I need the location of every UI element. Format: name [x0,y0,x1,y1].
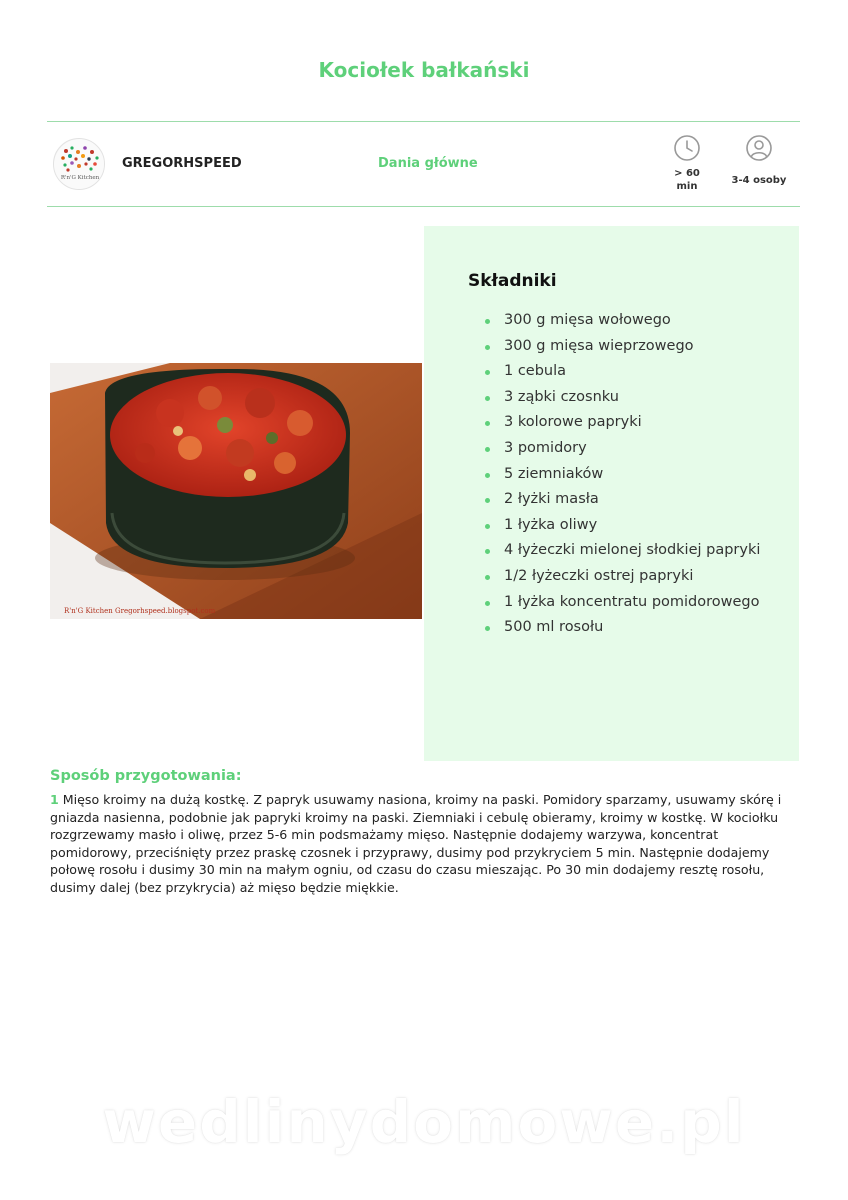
header-divider-top [47,121,800,122]
ingredient-item: 5 ziemniaków [504,462,784,488]
step-number: 1 [50,792,59,807]
ingredient-item: 500 ml rosołu [504,615,784,641]
clock-icon [673,134,701,162]
ingredient-item: 3 kolorowe papryki [504,410,784,436]
ingredient-item: 1 cebula [504,359,784,385]
ingredient-item: 4 łyżeczki mielonej słodkiej papryki [504,538,784,564]
preparation-step [50,791,790,897]
prep-time: > 60 min [674,168,700,192]
ingredient-item: 2 łyżki masła [504,487,784,513]
ingredients-panel [424,226,799,761]
ingredient-item: 300 g mięsa wieprzowego [504,334,784,360]
watermark: wedlinydomowe.pl [102,1088,746,1156]
author-name[interactable]: GREGORHSPEED [122,156,242,171]
photo-caption: R'n'G Kitchen Gregorhspeed.blogspot.com [64,607,216,615]
ingredients-list [504,308,784,641]
ingredient-item: 1/2 łyżeczki ostrej papryki [504,564,784,590]
avatar-logo-text: R'n'G Kitchen [60,175,100,181]
recipe-category[interactable]: Dania główne [378,156,478,171]
user-icon [745,134,773,162]
header-divider-bottom [47,206,800,207]
ingredient-item: 3 pomidory [504,436,784,462]
servings: 3-4 osoby [731,175,787,186]
recipe-title: Kociołek bałkański [318,58,530,82]
dish-photo [50,363,422,619]
ingredients-title: Składniki [468,271,557,291]
ingredient-item: 300 g mięsa wołowego [504,308,784,334]
step-text: Mięso kroimy na dużą kostkę. Z papryk usuwamy nasiona, kroimy na paski. Pomidory sparzamy, usuwamy skórę i gniazda nasienna, podobnie jak papryki kroimy na paski. Ziemniaki i cebulę obieramy, kroimy w kostkę. W kociołku rozgrzewamy masło i oliwę, przez 5-6 min podsmażamy mięso. Następnie dodajemy warzywa, koncentrat pomidorowy, przeciśnięty przez praskę czosnek i przyprawy, dusimy pod przykryciem 5 min. Następnie dodajemy połowę rosołu i dusimy 30 min na małym ogniu, od czasu do czasu mieszając. Po 30 min dodajemy resztę rosołu, dusimy dalej (bez przykrycia) aż mięso będzie miękkie. [50,792,782,895]
author-avatar[interactable] [53,138,105,190]
ingredient-item: 3 ząbki czosnku [504,385,784,411]
ingredient-item: 1 łyżka koncentratu pomidorowego [504,590,784,616]
ingredient-item: 1 łyżka oliwy [504,513,784,539]
preparation-title: Sposób przygotowania: [50,768,242,784]
